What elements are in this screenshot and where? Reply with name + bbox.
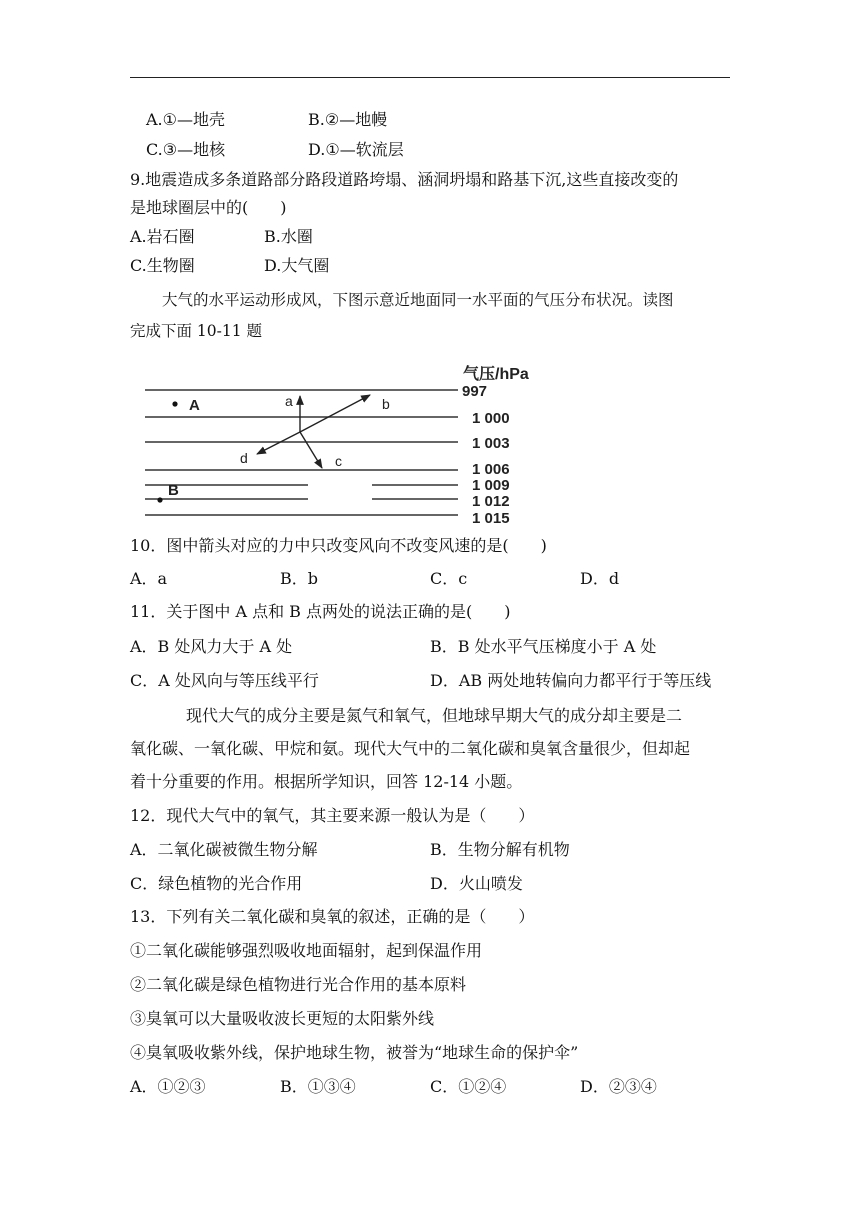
intro-12-14-line2: 氧化碳、一氧化碳、甲烷和氨。现代大气中的二氧化碳和臭氧含量很少，但却起 xyxy=(130,739,691,758)
q9-option-c: C.生物圈 xyxy=(130,256,195,275)
q13-statement-3: ③臭氧可以大量吸收波长更短的太阳紫外线 xyxy=(130,1009,435,1028)
q8-option-b: B.②—地幔 xyxy=(308,110,388,129)
isobar-label-1012: 1 012 xyxy=(472,493,510,510)
q11-option-b: B．B 处水平气压梯度小于 A 处 xyxy=(430,637,657,656)
q13-stem: 13．下列有关二氧化碳和臭氧的叙述，正确的是（ ） xyxy=(130,907,535,926)
q13-option-a: A．①②③ xyxy=(130,1077,206,1096)
q13-statement-1: ①二氧化碳能够强烈吸收地面辐射，起到保温作用 xyxy=(130,941,483,960)
arrow-d-label: d xyxy=(240,450,248,466)
q11-option-c: C．A 处风向与等压线平行 xyxy=(130,671,319,690)
isobar-label-1015: 1 015 xyxy=(472,510,510,527)
point-a-dot xyxy=(172,401,177,406)
arrow-c xyxy=(300,432,322,468)
q13-option-d: D．②③④ xyxy=(580,1077,657,1096)
q10-stem: 10．图中箭头对应的力中只改变风向不改变风速的是( ) xyxy=(130,536,547,555)
q9-option-a: A.岩石圈 xyxy=(130,227,195,246)
q8-option-c: C.③—地核 xyxy=(146,140,226,159)
isobar-diagram xyxy=(140,360,560,530)
unit-label: 气压/hPa xyxy=(463,366,529,383)
q11-stem: 11．关于图中 A 点和 B 点两处的说法正确的是( ) xyxy=(130,602,511,621)
q13-option-b: B．①③④ xyxy=(280,1077,356,1096)
point-b-dot xyxy=(157,497,162,502)
header-rule xyxy=(130,77,730,78)
point-b-label: B xyxy=(168,482,179,499)
q8-option-a: A.①—地壳 xyxy=(146,110,225,129)
isobar-label-997: 997 xyxy=(462,383,488,400)
intro-12-14-line3: 着十分重要的作用。根据所学知识，回答 12-14 小题。 xyxy=(130,772,523,791)
q13-option-c: C．①②④ xyxy=(430,1077,507,1096)
isobar-label-1006: 1 006 xyxy=(472,461,510,478)
arrow-a-label: a xyxy=(285,393,293,409)
intro-12-14-line1: 现代大气的成分主要是氮气和氧气，但地球早期大气的成分却主要是二 xyxy=(186,706,683,725)
isobar-label-1003: 1 003 xyxy=(472,435,510,452)
arrow-d xyxy=(257,432,300,454)
q12-option-d: D．火山喷发 xyxy=(430,874,523,893)
q13-statement-2: ②二氧化碳是绿色植物进行光合作用的基本原料 xyxy=(130,975,467,994)
q12-stem: 12．现代大气中的氧气，其主要来源一般认为是（ ） xyxy=(130,806,535,825)
q10-option-a: A．a xyxy=(130,569,168,588)
q9-stem-line2: 是地球圈层中的( ) xyxy=(130,198,287,217)
q8-option-d: D.①—软流层 xyxy=(308,140,404,159)
q12-option-a: A．二氧化碳被微生物分解 xyxy=(130,840,318,859)
arrow-c-label: c xyxy=(335,453,342,469)
q13-statement-4: ④臭氧吸收紫外线，保护地球生物，被誉为“地球生命的保护伞” xyxy=(130,1043,579,1062)
q9-option-b: B.水圈 xyxy=(264,227,313,246)
q10-option-b: B．b xyxy=(280,569,319,588)
q12-option-b: B．生物分解有机物 xyxy=(430,840,570,859)
arrow-b xyxy=(300,395,370,432)
arrow-b-label: b xyxy=(382,396,390,412)
isobar-label-1000: 1 000 xyxy=(472,410,510,427)
q9-stem-line1: 9.地震造成多条道路部分路段道路垮塌、涵洞坍塌和路基下沉,这些直接改变的 xyxy=(130,170,679,189)
q12-option-c: C．绿色植物的光合作用 xyxy=(130,874,303,893)
intro-10-11-line2: 完成下面 10-11 题 xyxy=(130,322,263,340)
q10-option-c: C．c xyxy=(430,569,468,588)
q10-option-d: D．d xyxy=(580,569,620,588)
q11-option-a: A．B 处风力大于 A 处 xyxy=(130,637,293,656)
q11-option-d: D．AB 两处地转偏向力都平行于等压线 xyxy=(430,671,712,690)
isobar-label-1009: 1 009 xyxy=(472,477,510,494)
point-a-label: A xyxy=(189,397,200,414)
q9-option-d: D.大气圈 xyxy=(264,256,330,275)
intro-10-11-line1: 大气的水平运动形成风，下图示意近地面同一水平面的气压分布状况。读图 xyxy=(162,291,674,309)
